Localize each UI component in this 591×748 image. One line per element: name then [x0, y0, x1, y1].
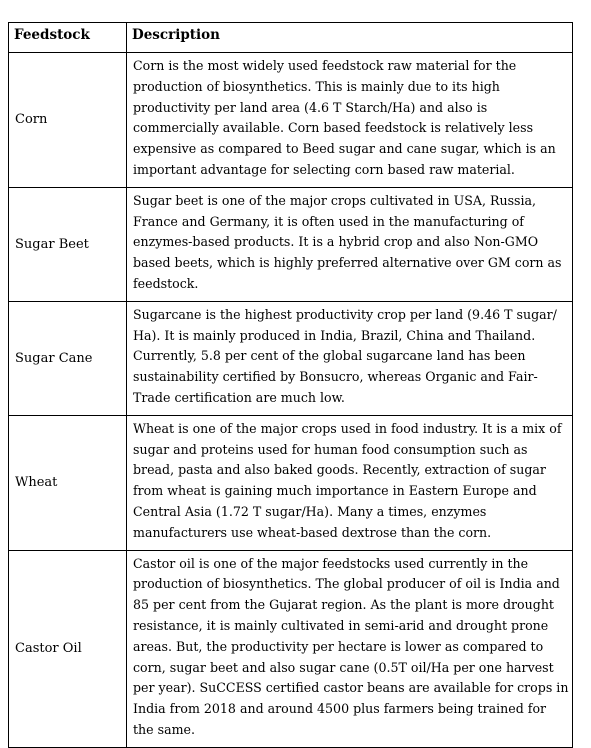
- feedstock-description-cell: [127, 187, 573, 301]
- table-row-castor-oil: [9, 550, 573, 747]
- feedstock-name-cell: Corn: [9, 53, 127, 188]
- table-header-row: [9, 23, 573, 53]
- feedstock-description-cell: [127, 301, 573, 415]
- feedstock-name-cell: Wheat: [9, 415, 127, 550]
- header-feedstock-label: Feedstock: [14, 27, 90, 43]
- table-row-corn: [9, 53, 573, 188]
- feedstock-description-cell: [127, 53, 573, 188]
- header-description: [127, 23, 573, 53]
- feedstock-description: Corn is the most widely used feedstock raw material for the production of biosynthetics. This is mainly due to its high productivity per land area (4.6 T Starch/Ha) and also is commercially available. Corn based feedstock is relatively less expensive as compared to Beed sugar and cane sugar, which is an important advantage for selecting corn based raw material.: [133, 58, 556, 177]
- table-row-sugar-cane: [9, 301, 573, 415]
- table-row-sugar-beet: [9, 187, 573, 301]
- feedstock-description: Wheat is one of the major crops used in food industry. It is a mix of sugar and proteins used for human food consumption such as bread, pasta and also baked goods. Recently, extraction of sugar from wheat is gaining much importance in Eastern Europe and Central Asia (1.72 T sugar/Ha). Many a times, enzymes manufacturers use wheat-based dextrose than the corn.: [133, 420, 562, 540]
- feedstock-description: Castor oil is one of the major feedstocks used currently in the production of biosynthetics. The global producer of oil is India and 85 per cent from the Gujarat region. As the plant is more drought resistance, it is mainly cultivated in semi-arid and drought prone areas. But, the productivity per hectare is lower as compared to corn, sugar beet and also sugar cane (0.5T oil/Ha per one harvest per year). SuCCESS certified castor beans are available for crops in India from 2018 and around 4500 plus farmers being trained for the same.: [133, 555, 569, 737]
- feedstock-name-cell: Castor Oil: [9, 550, 127, 747]
- table-row-wheat: [9, 415, 573, 550]
- feedstock-description: Sugarcane is the highest productivity crop per land (9.46 T sugar/ Ha). It is mainly produced in India, Brazil, China and Thailand. Currently, 5.8 per cent of the global sugarcane land has been sustainability certified by Bonsucro, whereas Organic and Fair-Trade certification are much low.: [133, 306, 557, 405]
- header-feedstock: [9, 23, 127, 53]
- feedstock-description: Sugar beet is one of the major crops cultivated in USA, Russia, France and Germany, it is often used in the manufacturing of enzymes-based products. It is a hybrid crop and also Non-GMO based beets, which is highly preferred alternative over GM corn as feedstock.: [133, 192, 562, 291]
- header-description-label: Description: [132, 27, 220, 43]
- feedstock-description-cell: [127, 415, 573, 550]
- feedstock-description-cell: [127, 550, 573, 747]
- feedstock-table: [8, 22, 573, 748]
- feedstock-name-cell: Sugar Beet: [9, 187, 127, 301]
- feedstock-name-cell: Sugar Cane: [9, 301, 127, 415]
